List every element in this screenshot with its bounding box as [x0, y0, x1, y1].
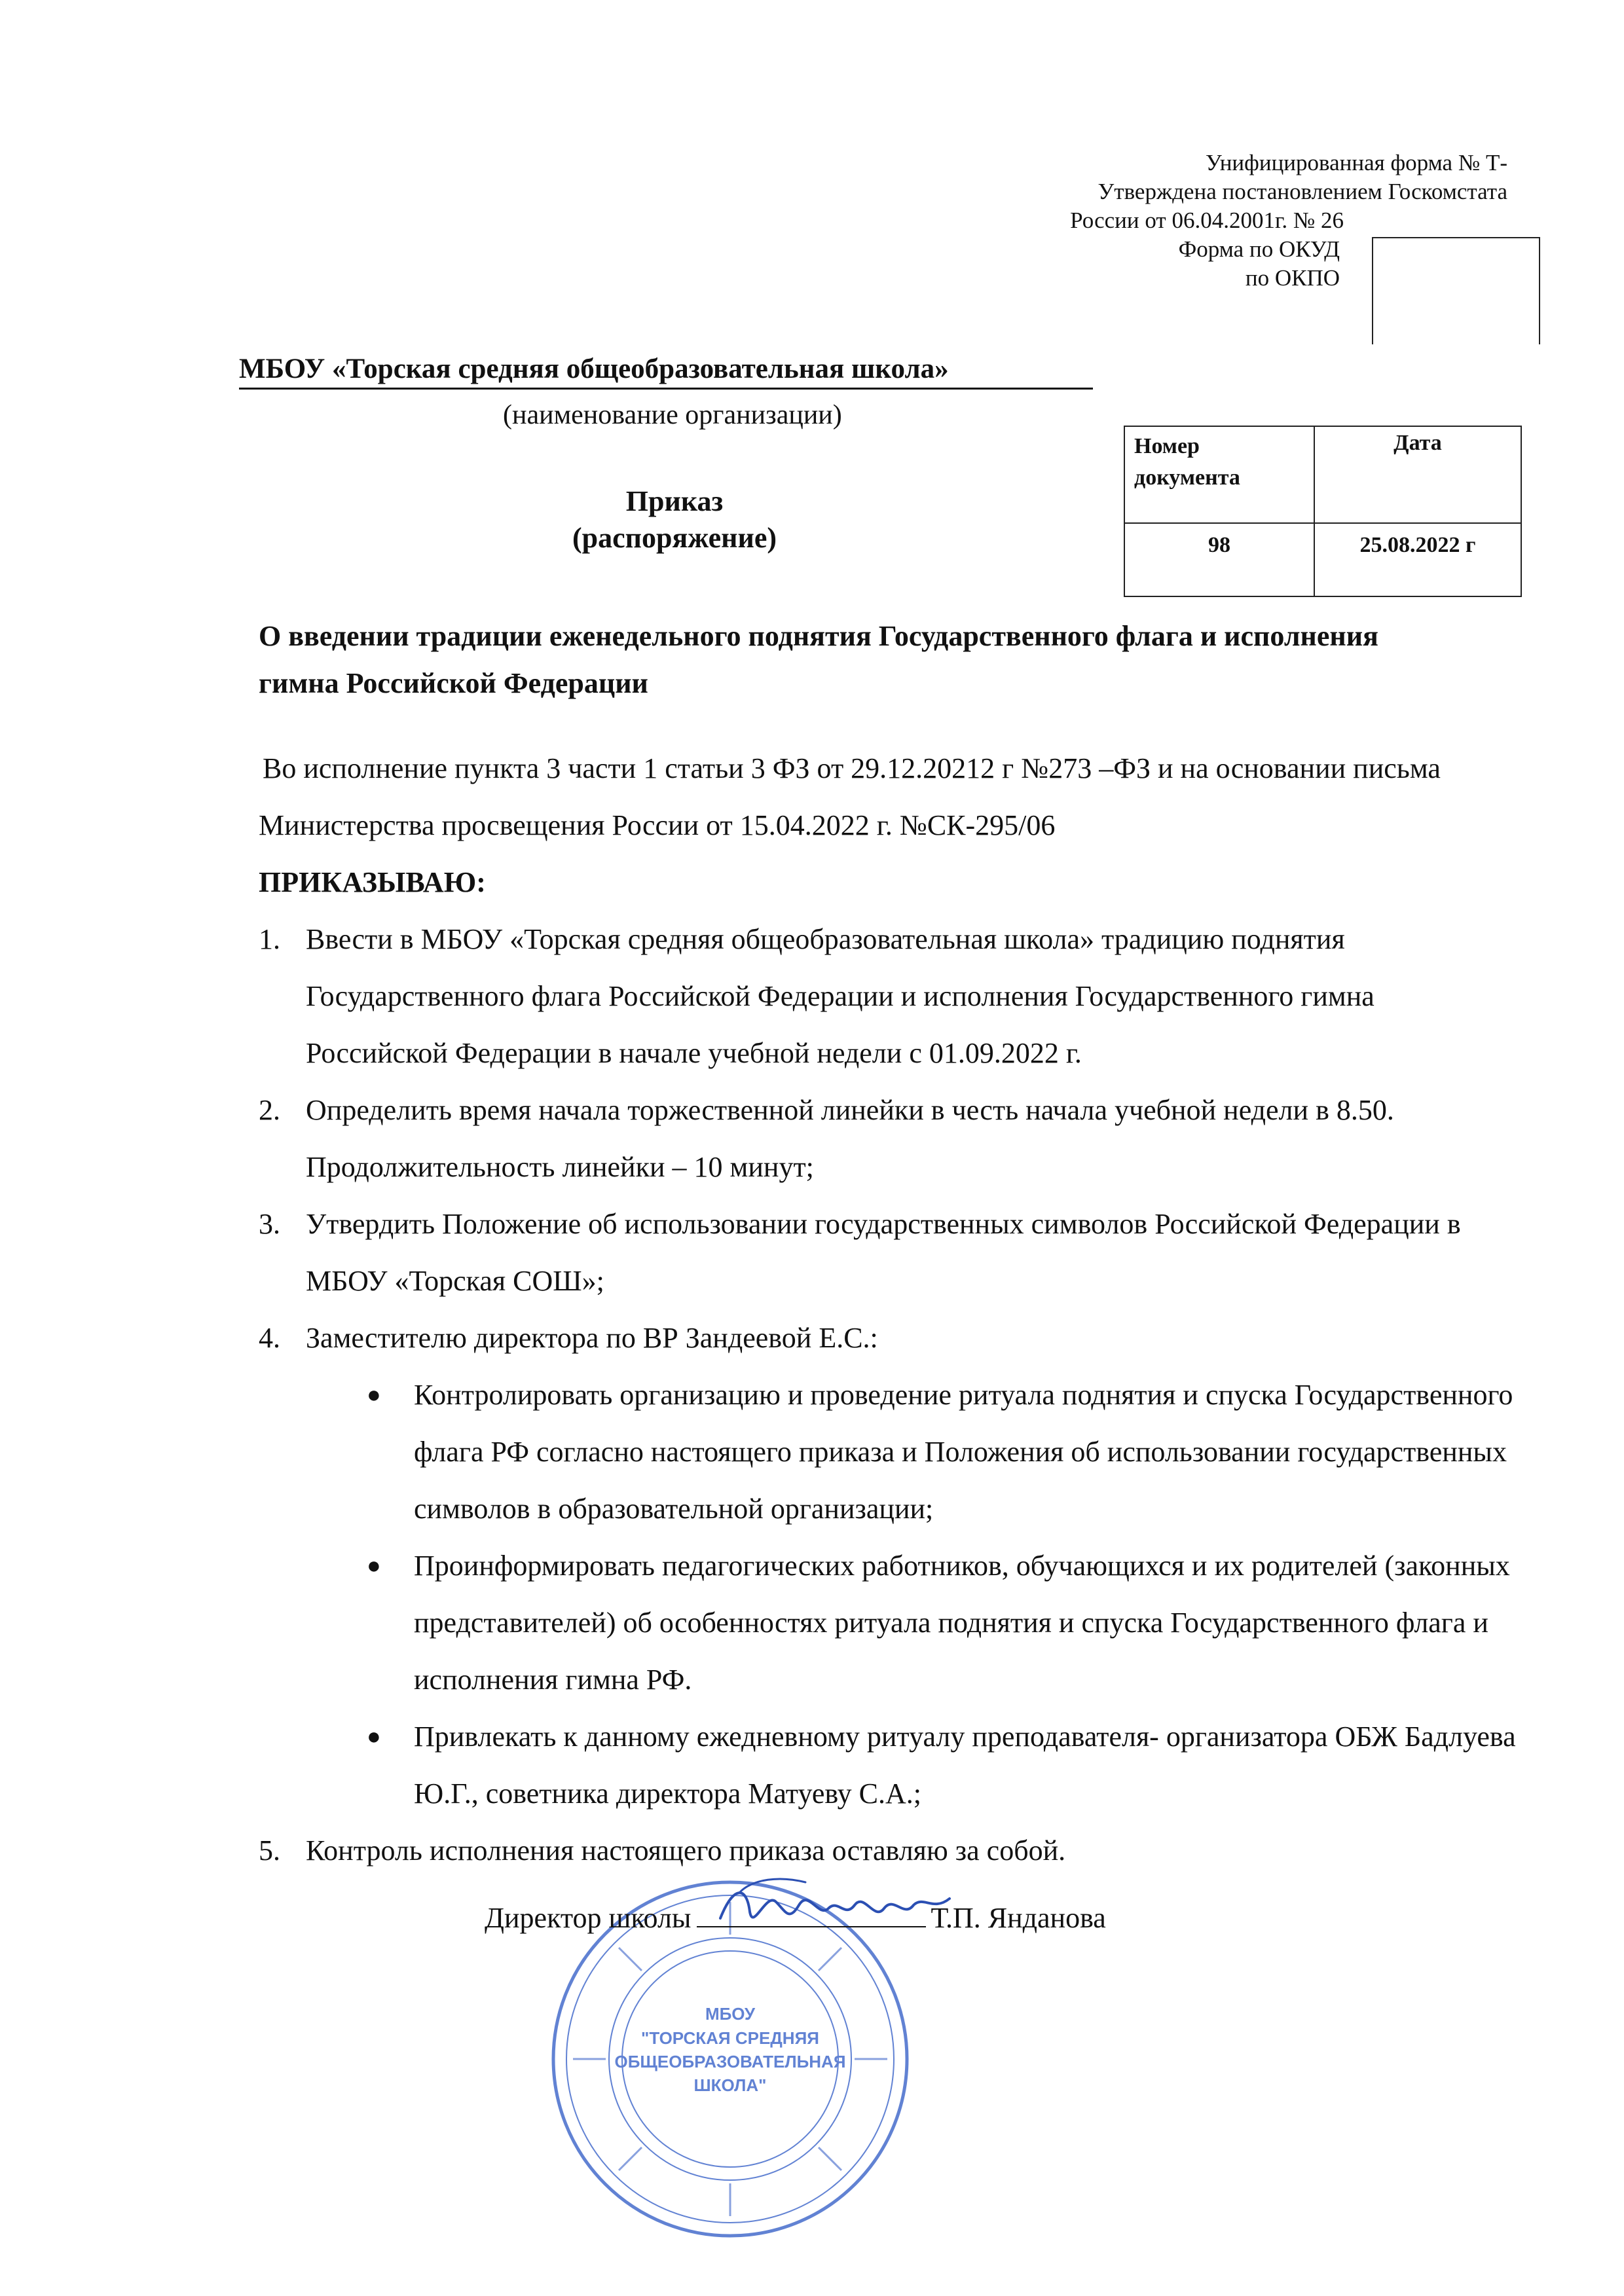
list-item-text: Определить время начала торжественной линейки в честь начала учебной недели в 8.50. Продолжительность линейки – 10 минут;	[306, 1094, 1394, 1183]
organization-caption: (наименование организации)	[503, 400, 842, 430]
list-item	[259, 1195, 1516, 1309]
okud-code-box	[1372, 237, 1540, 344]
list-item-text: Утвердить Положение об использовании государственных символов Российской Федерации в МБОУ «Торская СОШ»;	[306, 1208, 1461, 1297]
list-item-number: 1.	[259, 923, 280, 955]
list-item-text: Контроль исполнения настоящего приказа оставляю за собой.	[306, 1834, 1066, 1867]
doc-date-header: Дата	[1314, 426, 1521, 523]
organization-name	[239, 354, 1093, 390]
order-heading	[524, 483, 825, 556]
bullet-icon: ●	[367, 1723, 381, 1749]
bullet-icon: ●	[367, 1552, 381, 1578]
sub-list-item-text: Проинформировать педагогических работников, обучающихся и их родителей (законных представителей) об особенностях ритуала поднятия и спуска Государственного флага и исполнения гимна РФ.	[414, 1550, 1510, 1696]
list-item-number: 3.	[259, 1208, 280, 1240]
okpo-label: по ОКПО	[1245, 265, 1340, 291]
sub-list-item-text: Контролировать организацию и проведение ритуала поднятия и спуска Государственного флага РФ согласно настоящего приказа и Положения об использовании государственных символов в образовательной организации;	[414, 1379, 1513, 1525]
list-item-number: 5.	[259, 1834, 280, 1867]
handwritten-signature	[714, 1872, 969, 1938]
signatory-name: Т.П. Янданова	[931, 1902, 1106, 1934]
order-title: Приказ	[625, 485, 724, 517]
okud-label: Форма по ОКУД	[1178, 236, 1340, 262]
organization-name-text: МБОУ «Торская средняя общеобразовательная школа»	[239, 354, 949, 384]
sub-list-item-text: Привлекать к данному ежедневному ритуалу преподавателя- организатора ОБЖ Бадлуева Ю.Г., советника директора Матуеву С.А.;	[414, 1721, 1516, 1810]
stamp-text-2: "ТОРСКАЯ СРЕДНЯЯ	[641, 2028, 819, 2048]
sub-list-item	[259, 1537, 1516, 1708]
list-item	[259, 1309, 1516, 1366]
directive-heading: ПРИКАЗЫВАЮ:	[259, 866, 486, 898]
approval-date: России от 06.04.2001г. № 26	[1070, 208, 1344, 233]
list-item	[259, 1082, 1516, 1195]
doc-date-value: 25.08.2022 г	[1314, 523, 1521, 596]
approval-note: Утверждена постановлением Госкомстата	[1098, 179, 1507, 204]
doc-number-header: Номер документа	[1124, 426, 1314, 523]
document-table	[1124, 426, 1522, 597]
stamp-text-3: ОБЩЕОБРАЗОВАТЕЛЬНАЯ	[614, 2052, 846, 2071]
order-body	[259, 740, 1516, 1879]
list-item	[259, 911, 1516, 1082]
order-subject: О введении традиции еженедельного поднятия Государственного флага и исполнения гимна Российской Федерации	[259, 620, 1378, 699]
order-subtitle: (распоряжение)	[572, 522, 777, 554]
sub-list-item	[259, 1708, 1516, 1822]
list-item	[259, 1822, 1516, 1879]
sub-list-item	[259, 1366, 1516, 1537]
form-number: Унифицированная форма № Т-	[1206, 150, 1507, 175]
list-item-text: Заместителю директора по ВР Зандеевой Е.С.:	[306, 1322, 878, 1354]
list-item-number: 4.	[259, 1322, 280, 1354]
bullet-icon: ●	[367, 1381, 381, 1408]
doc-number-value: 98	[1124, 523, 1314, 596]
intro-paragraph: Во исполнение пункта 3 части 1 статьи 3 ФЗ от 29.12.20212 г №273 –ФЗ и на основании письма Министерства просвещения России от 15.04.2022 г. №СК-295/06	[259, 752, 1441, 841]
stamp-text-4: ШКОЛА"	[693, 2075, 767, 2095]
signatory-position: Директор школы	[485, 1902, 692, 1934]
list-item-text: Ввести в МБОУ «Торская средняя общеобразовательная школа» традицию поднятия Государственного флага Российской Федерации и исполнения Государственного гимна Российской Федерации в начале учебной недели с 01.09.2022 г.	[306, 923, 1375, 1069]
list-item-number: 2.	[259, 1094, 280, 1126]
stamp-text-1: МБОУ	[705, 2004, 756, 2024]
